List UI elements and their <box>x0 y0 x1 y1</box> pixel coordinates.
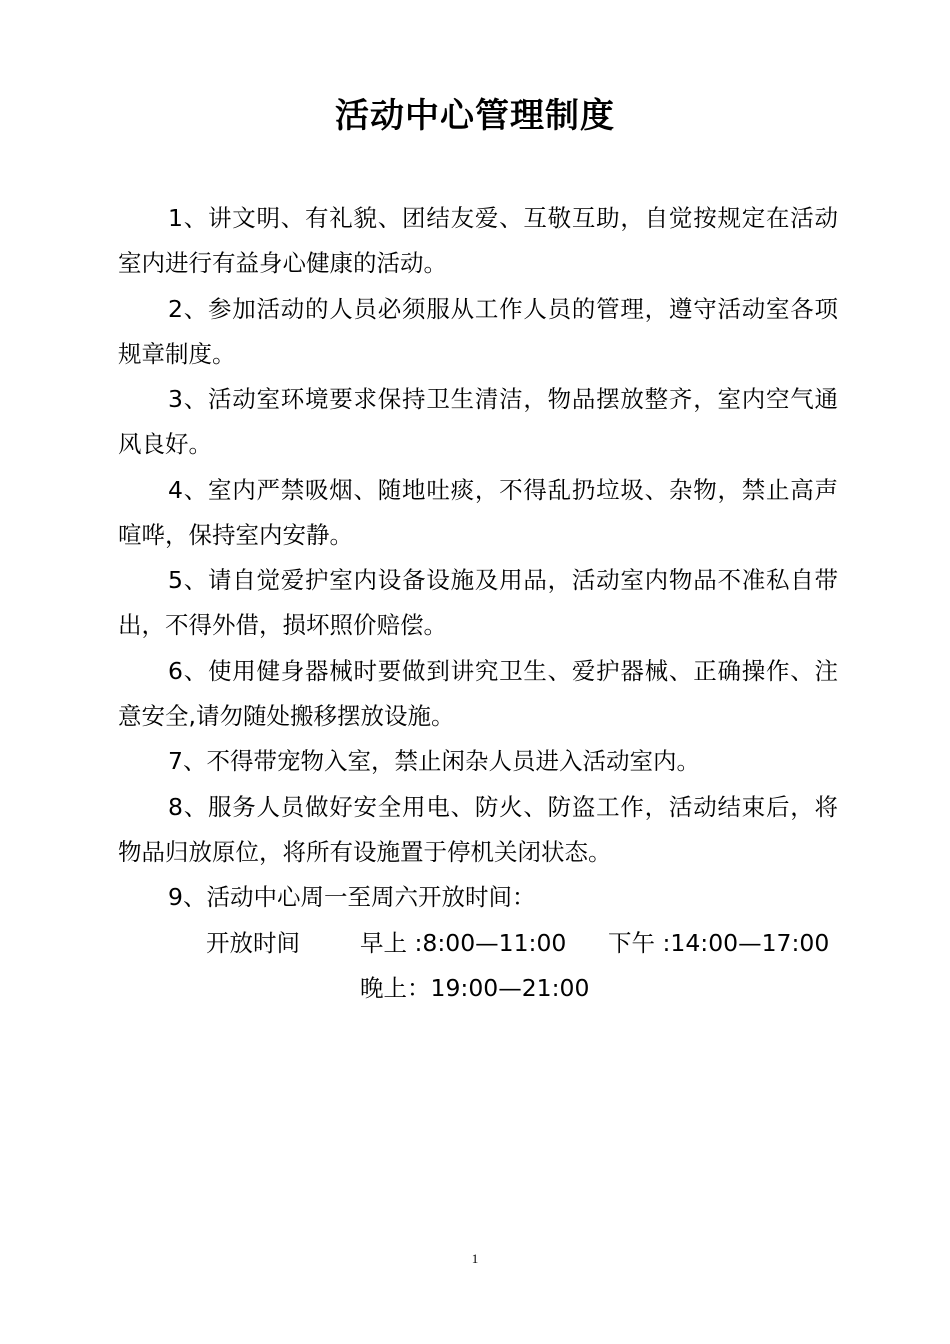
opening-hours-label: 开放时间 <box>206 928 300 957</box>
rule-item: 1、讲文明、有礼貌、团结友爱、互敬互助，自觉按规定在活动室内进行有益身心健康的活动。 <box>118 204 838 277</box>
page-number: 1 <box>471 1251 479 1266</box>
rule-item: 9、活动中心周一至周六开放时间： <box>168 883 536 911</box>
rule-item: 7、不得带宠物入室，禁止闲杂人员进入活动室内。 <box>168 747 700 775</box>
rule-item: 3、活动室环境要求保持卫生清洁，物品摆放整齐，室内空气通风良好。 <box>118 385 838 458</box>
rule-item: 4、室内严禁吸烟、随地吐痰，不得乱扔垃圾、杂物，禁止高声喧哗，保持室内安静。 <box>118 475 838 549</box>
rules-list <box>118 196 838 1011</box>
rule-item: 2、参加活动的人员必须服从工作人员的管理，遵守活动室各项规章制度。 <box>118 294 838 368</box>
rule-item: 6、使用健身器械时要做到讲究卫生、爱护器械、正确操作、注意安全,请勿随处搬移摆放设施。 <box>118 656 838 730</box>
document-title: 活动中心管理制度 <box>335 96 615 136</box>
opening-hours-row <box>118 921 838 966</box>
afternoon-hours: 下午 :14:00—17:00 <box>608 928 830 957</box>
rule-item: 8、服务人员做好安全用电、防火、防盗工作，活动结束后，将物品归放原位，将所有设施置于停机关闭状态。 <box>118 792 838 866</box>
rule-item: 5、请自觉爱护室内设备设施及用品，活动室内物品不准私自带出，不得外借，损坏照价赔偿。 <box>118 566 838 639</box>
evening-hours: 晚上：19:00—21:00 <box>360 973 590 1002</box>
evening-hours-row <box>118 966 838 1011</box>
morning-hours: 早上 :8:00—11:00 <box>360 928 567 957</box>
